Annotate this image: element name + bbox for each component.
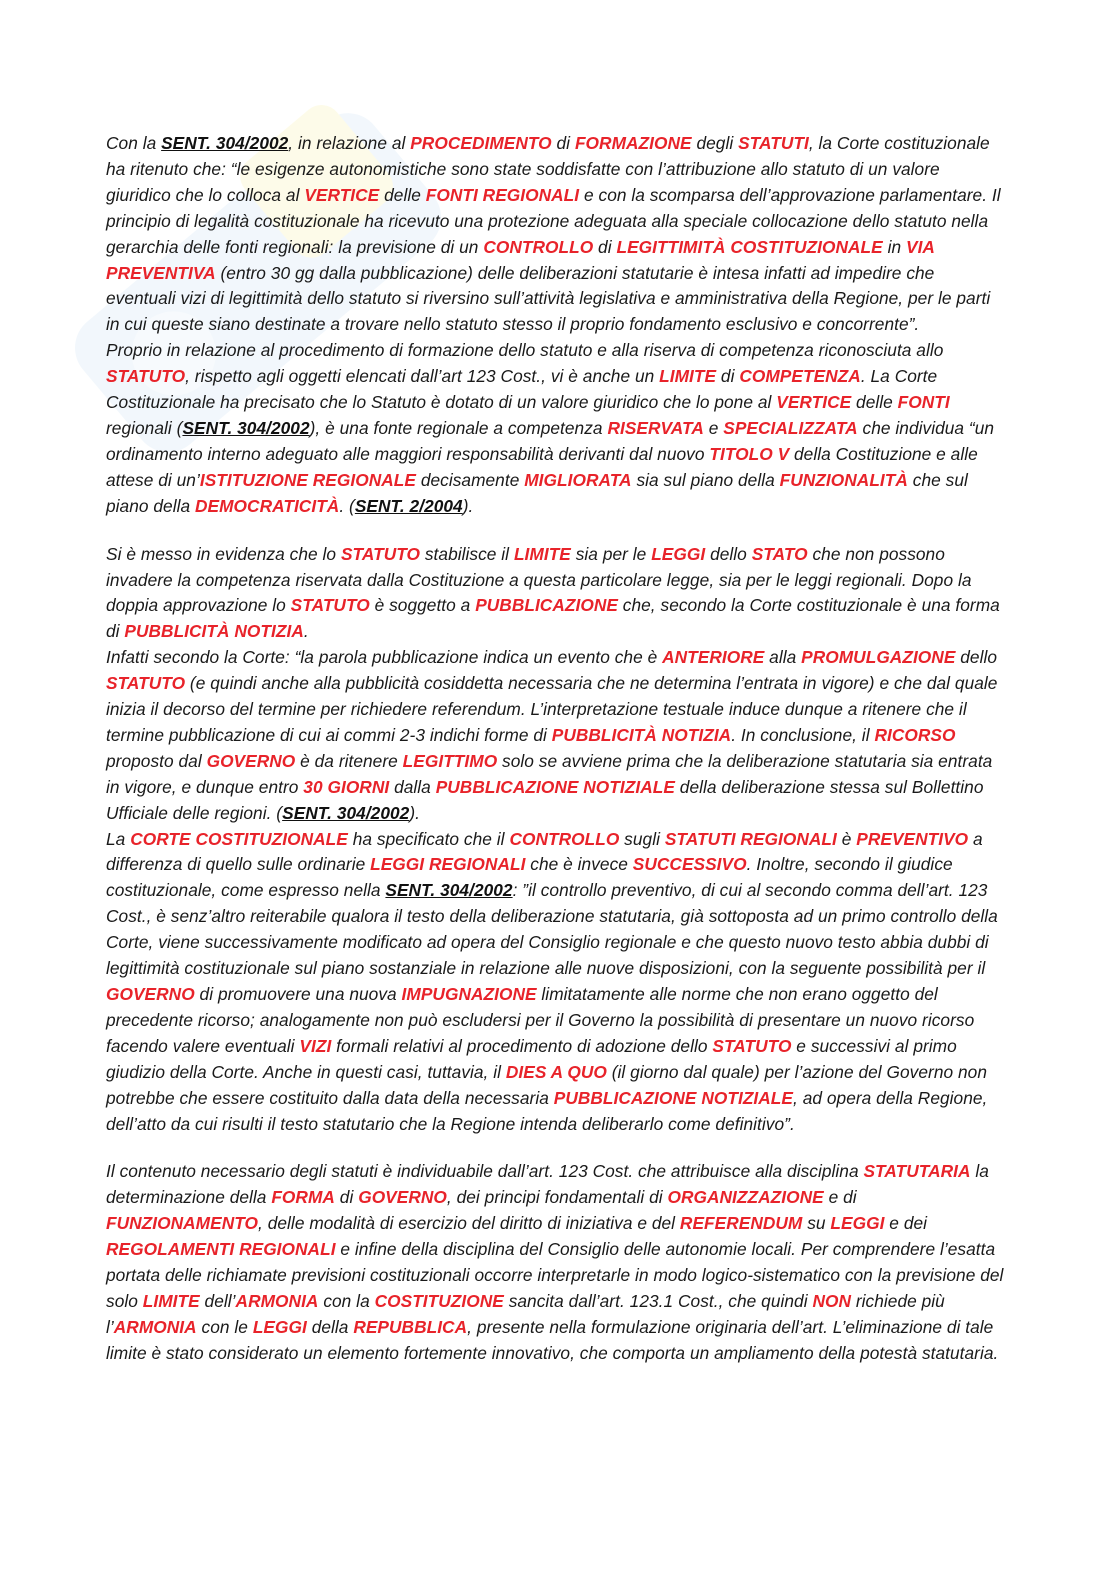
text-run: ha specificato che il bbox=[347, 828, 510, 849]
sentence-reference: SENT. 2/2004 bbox=[354, 495, 463, 516]
keyword: VERTICE bbox=[304, 184, 380, 205]
keyword: PROCEDIMENTO bbox=[410, 133, 552, 153]
keyword: LIMITE bbox=[513, 543, 571, 564]
text-run: proposto dal bbox=[106, 750, 207, 771]
keyword: FORMAZIONE bbox=[574, 133, 692, 153]
text-run: stabilisce il bbox=[420, 543, 514, 564]
text-run: . ( bbox=[339, 495, 355, 516]
text-run: alla bbox=[764, 647, 802, 668]
paragraph bbox=[106, 542, 1006, 646]
text-run: Proprio in relazione al procedimento di formazione dello statuto e alla riserva di competenza riconosciuta allo bbox=[106, 340, 944, 361]
keyword: VERTICE bbox=[776, 392, 852, 413]
text-run: di bbox=[716, 366, 740, 387]
keyword: LEGGI bbox=[830, 1213, 885, 1234]
text-run: sia per le bbox=[570, 543, 652, 564]
text-run: regionali ( bbox=[106, 417, 183, 438]
text-run: . bbox=[303, 621, 309, 642]
text-run: e con la scomparsa dell’approvazione parlamentare. Il principio di legalità costituzionale ha ricevuto una protezione adeguata alla speciale collocazione dello statuto nella gerarchia delle fonti regionali: la previsione di un bbox=[106, 184, 1001, 257]
text-run: : ”il controllo preventivo, di cui al secondo comma dell’art. 123 Cost., è senz’altro reiterabile qualora il testo della deliberazione statutaria, già sottoposta ad un primo controllo della Corte, viene successivamente modificato ad opera del Consiglio regionale e che questo nuovo testo abbia dubbi di legittimità costituzionale sul piano sostanziale in relazione alle nuove disposizioni, con la seguente possibilità per il bbox=[106, 880, 998, 979]
text-run: dello bbox=[955, 647, 998, 668]
text-run: . La Corte Costituzionale ha precisato che lo Statuto è dotato di un valore giuridico che lo pone al bbox=[106, 366, 938, 413]
keyword: DEMOCRATICITÀ bbox=[195, 495, 340, 516]
text-run: . Inoltre, secondo il giudice costituzionale, come espresso nella bbox=[106, 854, 953, 901]
keyword: REFERENDUM bbox=[679, 1213, 803, 1234]
keyword: PUBBLICITÀ NOTIZIA bbox=[124, 621, 304, 642]
keyword: VIZI bbox=[299, 1035, 332, 1056]
text-run: Infatti secondo la Corte: “la parola pubblicazione indica un evento che è bbox=[106, 647, 663, 668]
text-run: , dei principi fondamentali di bbox=[446, 1187, 668, 1208]
sentence-reference: SENT. 304/2002 bbox=[182, 417, 310, 438]
keyword: IMPUGNAZIONE bbox=[401, 984, 537, 1004]
text-run: che, secondo la Corte costituzionale è una forma di bbox=[106, 595, 1000, 642]
keyword: LIMITE bbox=[659, 366, 717, 387]
text-run: richiede più l’ bbox=[106, 1290, 945, 1337]
text-run: di bbox=[593, 236, 617, 257]
text-run: della bbox=[306, 1316, 354, 1337]
keyword: STATUTI REGIONALI bbox=[664, 828, 837, 849]
paragraph bbox=[106, 827, 1006, 1138]
text-run: delle bbox=[379, 184, 426, 205]
text-run: ), è una fonte regionale a competenza bbox=[309, 417, 608, 438]
keyword: RICORSO bbox=[874, 724, 956, 745]
text-run: (entro 30 gg dalla pubblicazione) delle deliberazioni statutarie è intesa infatti ad impedire che eventuali vizi di legittimità dello statuto si riversino sull’attività legislativa e amministrativa della Regione, per le parti in cui queste siano destinate a trovare nello statuto stesso il proprio fondamento esclusivo e concorrente”. bbox=[106, 262, 991, 335]
keyword: STATUTARIA bbox=[863, 1161, 971, 1182]
text-run: dalla bbox=[389, 776, 436, 797]
keyword: LIMITE bbox=[142, 1290, 200, 1311]
keyword: COSTITUZIONE bbox=[374, 1290, 504, 1311]
keyword: CONTROLLO bbox=[509, 828, 620, 849]
text-run: Il contenuto necessario degli statuti è individuabile dall’art. 123 Cost. che attribuisce alla disciplina bbox=[106, 1161, 864, 1182]
text-run: , la Corte costituzionale ha ritenuto che: “le esigenze autonomistiche sono state soddisfatte con l’attribuzione allo statuto di un valore giuridico che lo colloca al bbox=[106, 133, 990, 205]
paragraph bbox=[106, 131, 1006, 338]
keyword: PREVENTIVO bbox=[856, 828, 969, 849]
keyword: SUCCESSIVO bbox=[632, 854, 747, 875]
text-run: . In conclusione, il bbox=[731, 724, 875, 745]
text-run: a differenza di quello sulle ordinarie bbox=[106, 828, 983, 875]
text-run: (il giorno dal quale) per l’azione del Governo non potrebbe che essere costituito dalla data della necessaria bbox=[106, 1061, 987, 1108]
text-run: decisamente bbox=[415, 469, 525, 490]
text-run: è da ritenere bbox=[295, 750, 403, 771]
text-run: ). bbox=[462, 495, 474, 516]
keyword: STATUTO bbox=[106, 673, 186, 694]
keyword: FORMA bbox=[271, 1187, 335, 1208]
text-run: Si è messo in evidenza che lo bbox=[106, 543, 341, 564]
text-run: con la bbox=[318, 1290, 375, 1311]
keyword: FONTI bbox=[897, 392, 950, 413]
sentence-reference: SENT. 304/2002 bbox=[282, 802, 410, 823]
text-run: , in relazione al bbox=[288, 133, 411, 153]
text-run: , delle modalità di esercizio del diritto di iniziativa e del bbox=[258, 1213, 680, 1234]
text-run: che non possono invadere la competenza riservata dalla Costituzione a questa particolare legge, sia per le leggi regionali. Dopo la doppia approvazione lo bbox=[106, 543, 972, 616]
text-run: la determinazione della bbox=[106, 1161, 989, 1208]
text-run: La bbox=[106, 828, 131, 849]
text-run: della deliberazione stessa sul Bollettino Ufficiale delle regioni. ( bbox=[106, 776, 984, 823]
text-run: con le bbox=[196, 1316, 253, 1337]
sentence-reference: SENT. 304/2002 bbox=[385, 880, 513, 901]
keyword: ISTITUZIONE REGIONALE bbox=[199, 469, 416, 490]
text-run: che sul piano della bbox=[106, 469, 968, 516]
keyword: STATUTO bbox=[106, 366, 186, 387]
keyword: STATUTI bbox=[738, 133, 809, 153]
paragraph bbox=[106, 645, 1006, 826]
keyword: FONTI REGIONALI bbox=[425, 184, 580, 205]
text-run: che individua “un ordinamento interno adeguato alle maggiori responsabilità derivanti dal nuovo bbox=[106, 417, 995, 464]
text-run: sugli bbox=[619, 828, 665, 849]
text-run: Con la bbox=[106, 133, 162, 153]
text-run: dello bbox=[705, 543, 752, 564]
keyword: CONTROLLO bbox=[483, 236, 594, 257]
keyword: STATO bbox=[751, 543, 808, 564]
keyword: GOVERNO bbox=[206, 750, 296, 771]
keyword: COMPETENZA bbox=[739, 366, 861, 387]
keyword: FUNZIONAMENTO bbox=[106, 1213, 259, 1234]
keyword: FUNZIONALITÀ bbox=[779, 469, 908, 490]
text-run: sancita dall’art. 123.1 Cost., che quindi bbox=[503, 1290, 813, 1311]
text-run: solo se avviene prima che la deliberazione statutaria sia entrata in vigore, e dunque entro bbox=[106, 750, 993, 797]
keyword: STATUTO bbox=[340, 543, 421, 564]
text-run: (e quindi anche alla pubblicità cosiddetta necessaria che ne determina l’entrata in vigore) e che dal quale inizia il decorso del termine per richiedere referendum. L’interpretazione testuale induce dunque a ritenere che il termine pubblicazione di cui ai commi 2-3 indichi forme di bbox=[106, 673, 998, 745]
text-run: su bbox=[802, 1213, 831, 1234]
sentence-reference: SENT. 304/2002 bbox=[161, 133, 289, 153]
text-run: è bbox=[836, 828, 857, 849]
text-run: di bbox=[334, 1187, 359, 1208]
text-run: ). bbox=[409, 802, 420, 823]
text-run: è soggetto a bbox=[369, 595, 476, 616]
text-run: sia sul piano della bbox=[631, 469, 780, 490]
keyword: ARMONIA bbox=[235, 1290, 319, 1311]
keyword: NON bbox=[812, 1290, 851, 1311]
text-run: in bbox=[882, 236, 906, 257]
text-run: e di bbox=[823, 1187, 857, 1208]
text-run: di bbox=[551, 133, 575, 153]
keyword: DIES A QUO bbox=[505, 1061, 607, 1082]
keyword: STATUTO bbox=[712, 1035, 792, 1056]
keyword: PUBBLICAZIONE bbox=[475, 595, 618, 616]
keyword: GOVERNO bbox=[106, 984, 195, 1004]
text-run: limitatamente alle norme che non erano oggetto del precedente ricorso; analogamente non può escludersi per il Governo la possibilità di presentare un nuovo ricorso facendo valere eventuali bbox=[106, 984, 975, 1056]
keyword: ORGANIZZAZIONE bbox=[667, 1187, 824, 1208]
keyword: TITOLO V bbox=[709, 443, 790, 464]
keyword: REPUBBLICA bbox=[353, 1316, 468, 1337]
text-run: delle bbox=[851, 392, 898, 413]
text-run: e bbox=[703, 417, 724, 438]
keyword: PUBBLICITÀ NOTIZIA bbox=[551, 724, 732, 745]
keyword: RISERVATA bbox=[607, 417, 704, 438]
text-run: e dei bbox=[884, 1213, 928, 1234]
keyword: 30 GIORNI bbox=[303, 776, 390, 797]
text-run: degli bbox=[691, 133, 739, 153]
document-body bbox=[106, 131, 1006, 1367]
text-run: di promuovere una nuova bbox=[194, 984, 402, 1004]
keyword: ANTERIORE bbox=[662, 647, 765, 668]
text-run: e infine della disciplina del Consiglio delle autonomie locali. Per comprendere l’esatta portata delle richiamate previsioni costituzionali occorre interpretarle in modo logico-sistematico con la previsione del solo bbox=[106, 1239, 1004, 1311]
keyword: PUBBLICAZIONE NOTIZIALE bbox=[553, 1087, 793, 1108]
text-run: , rispetto agli oggetti elencati dall’art 123 Cost., vi è anche un bbox=[185, 366, 660, 387]
keyword: SPECIALIZZATA bbox=[723, 417, 858, 438]
keyword: LEGITTIMO bbox=[402, 750, 498, 771]
keyword: PROMULGAZIONE bbox=[801, 647, 956, 668]
text-run: che è invece bbox=[525, 854, 633, 875]
keyword: VIA PREVENTIVA bbox=[106, 236, 935, 283]
keyword: STATUTO bbox=[290, 595, 370, 616]
keyword: LEGITTIMITÀ COSTITUZIONALE bbox=[616, 236, 883, 257]
text-run: , ad opera della Regione, dell’atto da cui risulti il testo statutario che la Regione intenda deliberarlo come definitivo”. bbox=[106, 1087, 988, 1134]
paragraph bbox=[106, 338, 1006, 519]
keyword: GOVERNO bbox=[358, 1187, 447, 1208]
keyword: MIGLIORATA bbox=[524, 469, 632, 490]
text-run: e successivi al primo giudizio della Corte. Anche in questi casi, tuttavia, il bbox=[106, 1035, 957, 1082]
paragraph bbox=[106, 1159, 1006, 1366]
text-run: della Costituzione e alle attese di un’ bbox=[106, 443, 978, 490]
keyword: LEGGI REGIONALI bbox=[370, 854, 526, 875]
keyword: LEGGI bbox=[252, 1316, 307, 1337]
keyword: ARMONIA bbox=[113, 1316, 197, 1337]
text-run: formali relativi al procedimento di adozione dello bbox=[331, 1035, 713, 1056]
keyword: REGOLAMENTI REGIONALI bbox=[106, 1239, 336, 1260]
keyword: PUBBLICAZIONE NOTIZIALE bbox=[435, 776, 675, 797]
keyword: LEGGI bbox=[651, 543, 706, 564]
keyword: CORTE COSTITUZIONALE bbox=[130, 828, 348, 849]
text-run: dell’ bbox=[199, 1290, 236, 1311]
text-run: , presente nella formulazione originaria dell’art. L’eliminazione di tale limite è stato considerato un elemento fortemente innovativo, che comporta un ampliamento della potestà statutaria. bbox=[106, 1316, 999, 1363]
